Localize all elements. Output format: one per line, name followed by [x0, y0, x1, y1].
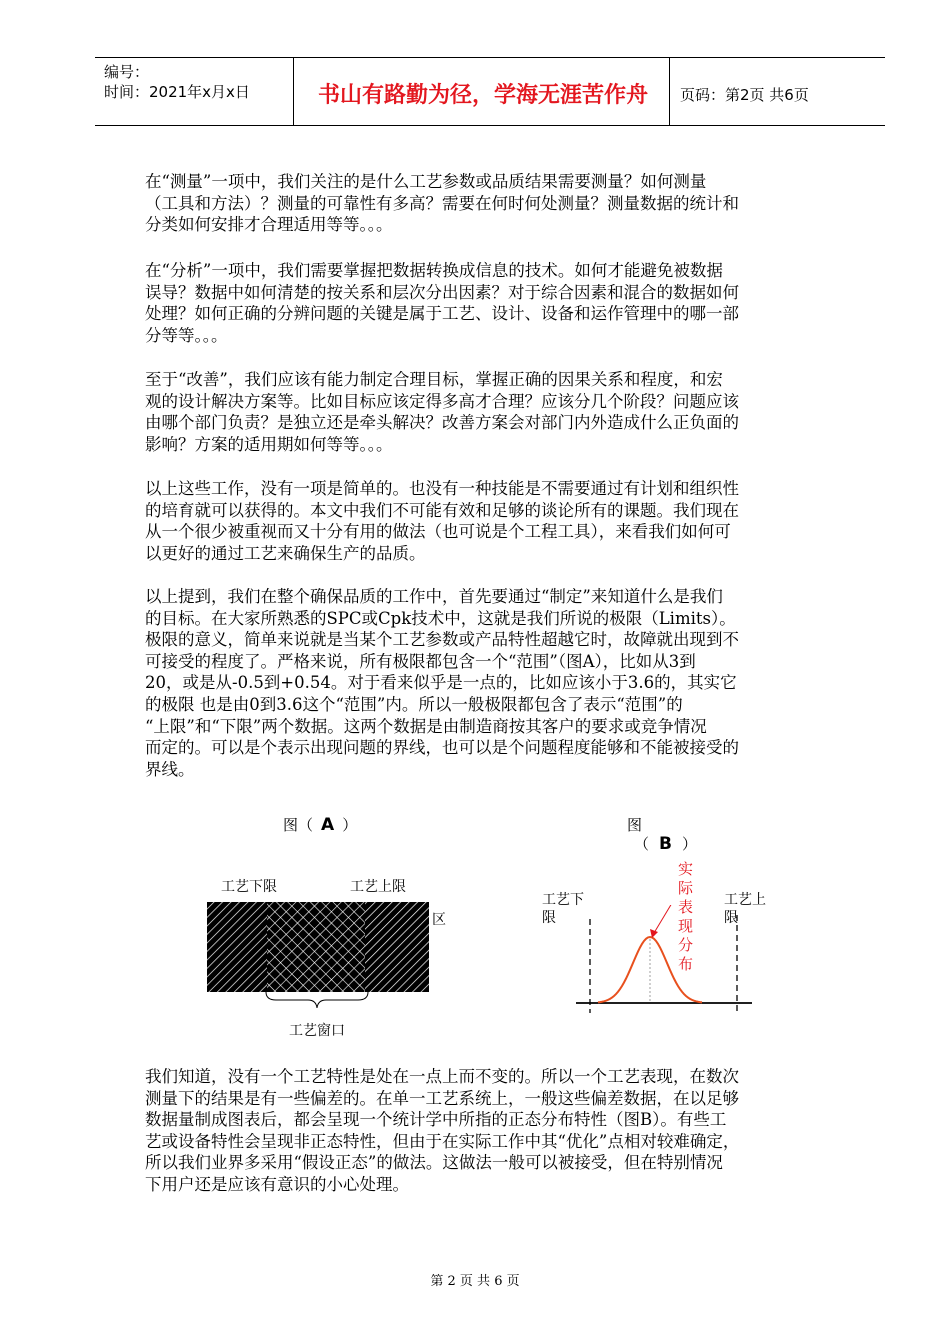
figure-b-annotation-pointer — [654, 905, 678, 933]
paragraph-improve: 至于“改善”，我们应该有能力制定合理目标，掌握正确的因果关系和程度，和宏 观的设计解决方案等。比如目标应该定得多高才合理？应该分几个阶段？问题应该 由哪个部门负责？是独立还是牵头解决？改善方案会对部门内外造成什么正负面的 影响？方案的适用期如何等等。。。 — [145, 370, 739, 454]
paragraph-analyze: 在“分析”一项中，我们需要掌握把数据转换成信息的技术。如何才能避免被数据 误导？数据中如何清楚的按关系和层次分出因素？对于综合因素和混合的数据如何 处理？如何正确的分辨问题的关键是属于工艺、设计、设备和运作管理中的哪一部 分等等。。。 — [145, 261, 739, 345]
figure-a-zone-label: 区 — [432, 912, 446, 928]
header-bottom-rule — [95, 125, 885, 126]
figure-a-upper-limit-label: 工艺上限 — [350, 879, 406, 895]
paragraph-limits: 以上提到，我们在整个确保品质的工作中，首先要通过“制定”来知道什么是我们 的目标。在大家所熟悉的SPC或Cpk技术中，这就是我们所说的极限（Limits）。 极限的意义，简单来说就是当某个工艺参数或产品特性超越它时，故障就出现到不 可接受的程度了。严格来说，所有极限都包含一个“范围”（图A），比如从3到 20，或是从-0.5到+0.54。对于看来似乎是一点的，比如应该小于3.6的，其实它 的极限 也是由0到3.6这个“范围”内。所以一般极限都包含了表示“范围”的 “上限”和“下限”两个数据。这两个数据是由制造商按其客户的要求或竞争情况 而定的。可以是个表示出现问题的界线，也可以是个问题程度能够和不能被接受的 界线。 — [145, 587, 739, 779]
document-number-label: 编号： — [104, 63, 150, 81]
figure-b-normal-distribution — [570, 905, 760, 1015]
header-page-label: 页码：第2页 共6页 — [680, 86, 809, 104]
figure-a-hatched-range — [207, 900, 429, 994]
figure-a-title: 图（ A ） — [283, 815, 358, 835]
paragraph-normal-distribution: 我们知道，没有一个工艺特性是处在一点上而不变的。所以一个工艺表现，在数次 测量下的结果是有一些偏差的。在单一工艺系统上，一般这些偏差数据，在以足够 数据量制成图表后，都会呈现一个统计学中所指的正态分布特性（图B）。有些工 艺或设备特性会呈现非正态特性，但由于在实际工作中其“优化”点相对较难确定， 所以我们业界多采用“假设正态”的做法。这做法一般可以被接受，但在特别情况 下用户还是应该有意识的小心处理。 — [145, 1067, 740, 1194]
figure-b-title-line2: （ B ） — [634, 834, 697, 854]
header-top-rule — [95, 57, 885, 58]
figure-b-lower-limit-label: 工艺下 限 — [542, 892, 584, 926]
page-footer: 第 2 页 共 6 页 — [430, 1274, 520, 1289]
figure-b-title-line1: 图 — [627, 816, 643, 834]
figure-b-actual-distribution-annotation: 实 际 表 现 分 布 — [678, 860, 694, 973]
header-divider-left — [293, 57, 294, 125]
paragraph-measure: 在“测量”一项中，我们关注的是什么工艺参数或品质结果需要测量？如何测量 （工具和方法）？测量的可靠性有多高？需要在何时何处测量？测量数据的统计和 分类如何安排才合理适用等等。。。 — [145, 172, 739, 235]
figure-a-window-label: 工艺窗口 — [289, 1023, 345, 1039]
document-time-label: 时间：2021年x月x日 — [104, 83, 250, 101]
paragraph-skills: 以上这些工作，没有一项是简单的。也没有一种技能是不需要通过有计划和组织性 的培育就可以获得的。本文中我们不可能有效和足够的谈论所有的课题。我们现在 从一个很少被重视而又十分有用的做法（也可说是个工程工具），来看我们如何可 以更好的通过工艺来确保生产的品质。 — [145, 479, 739, 563]
figure-a-lower-limit-label: 工艺下限 — [221, 879, 277, 895]
header-divider-right — [669, 57, 670, 125]
figure-a-window-brace — [262, 990, 372, 1014]
header-motto: 书山有路勤为径，学海无涯苦作舟 — [317, 83, 648, 108]
figure-b-upper-limit-label: 工艺上 限 — [724, 892, 766, 926]
